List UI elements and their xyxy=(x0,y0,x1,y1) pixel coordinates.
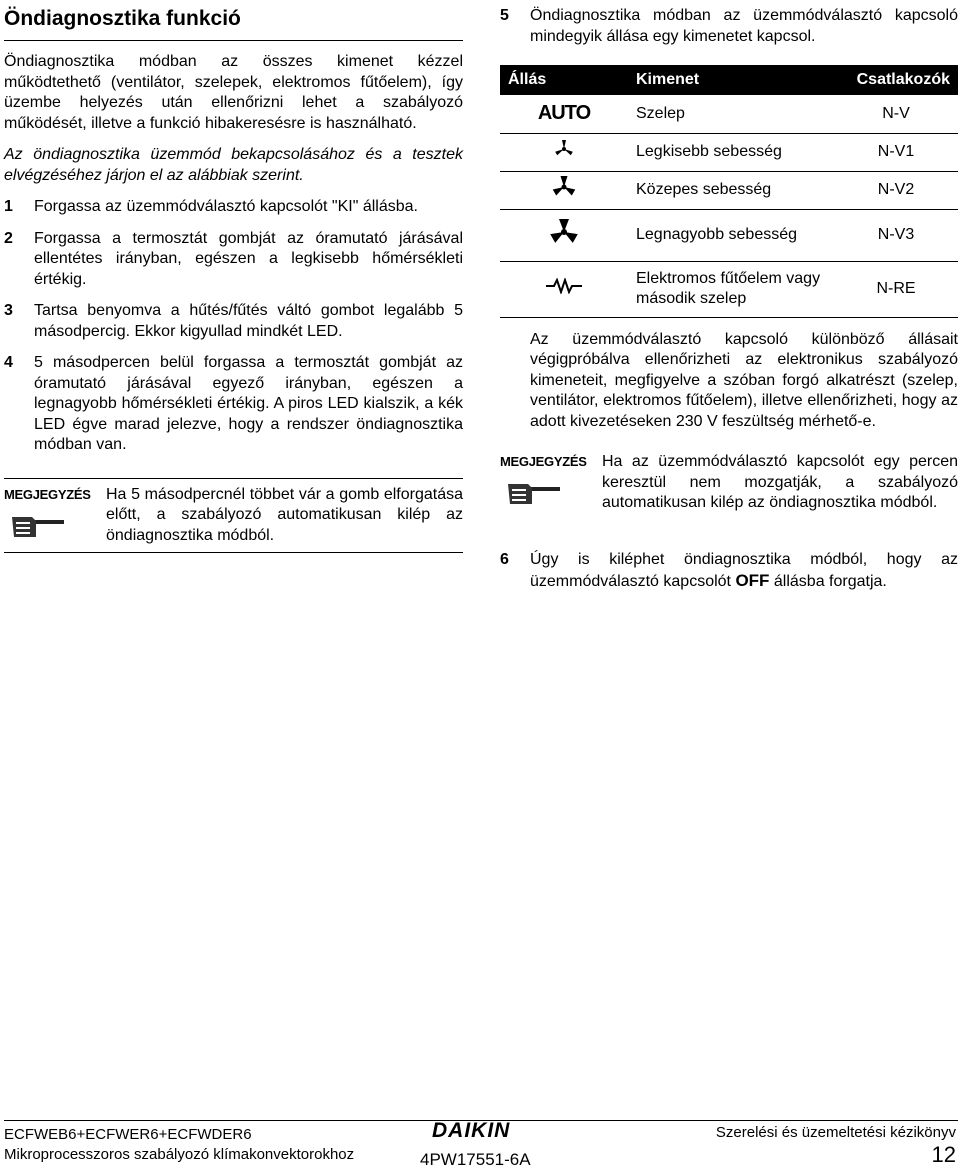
note-label: MEGJEGYZÉS xyxy=(4,486,91,502)
fan-small-icon xyxy=(551,147,577,164)
column-header-output: Kimenet xyxy=(628,65,834,95)
step-text: Tartsa benyomva a hűtés/fűtés váltó gombot legalább 5 másodpercig. Ekkor kigyullad mindkét LED. xyxy=(34,302,463,340)
step-5 xyxy=(500,6,958,47)
note-box xyxy=(500,446,958,542)
connector-cell: N-V xyxy=(834,95,958,133)
position-cell xyxy=(500,261,628,317)
table-row xyxy=(500,171,958,209)
right-column xyxy=(500,0,958,592)
position-cell xyxy=(500,133,628,171)
step-number: 3 xyxy=(4,302,13,319)
note-box xyxy=(4,478,463,554)
step-text: Úgy is kiléphet öndiagnosztika módból, hogy az üzemmódválasztó kapcsolót xyxy=(530,551,958,590)
connector-cell: N-V3 xyxy=(834,209,958,261)
step-text: Forgassa az üzemmódválasztó kapcsolót "KI" állásba. xyxy=(34,198,418,215)
step-number: 6 xyxy=(500,551,509,568)
step-4 xyxy=(4,353,463,456)
step-text: Forgassa a termosztát gombját az óramutató járásával ellentétes irányban, egészen a legkisebb hőmérsékleti értékig. xyxy=(34,229,463,288)
output-cell: Elektromos fűtőelem vagy második szelep xyxy=(628,261,834,317)
fan-large-icon xyxy=(547,234,581,251)
auto-position-label: AUTO xyxy=(537,101,591,124)
step-text: állásba forgatja. xyxy=(773,572,887,590)
connector-cell: N-RE xyxy=(834,261,958,317)
intro-paragraph: Öndiagnosztika módban az összes kimenet kézzel működtethető (ventilátor, szelepek, elektromos fűtőelem), így üzembe helyezés után ellenőrizni lehet a szabályozó működését, illetve a funkció hibakeresésre is használható. xyxy=(4,53,463,132)
step-number: 5 xyxy=(500,7,509,24)
table-row xyxy=(500,261,958,317)
step-1 xyxy=(4,197,463,218)
step-2 xyxy=(4,229,463,291)
step-text: Öndiagnosztika módban az üzemmódválasztó kapcsoló mindegyik állása egy kimenetet kapcsol. xyxy=(530,7,958,45)
table-header-row xyxy=(500,65,958,95)
fan-medium-icon xyxy=(549,187,579,204)
output-cell: Legkisebb sebesség xyxy=(628,133,834,171)
connector-cell: N-V2 xyxy=(834,171,958,209)
switch-output-table xyxy=(500,65,958,318)
column-header-connectors: Csatlakozók xyxy=(834,65,958,95)
footer-subtitle: Mikroprocesszoros szabályozó klímakonvektorokhoz xyxy=(4,1146,355,1163)
section-title: Öndiagnosztika funkció xyxy=(4,6,463,41)
footer-doc-code: 4PW17551-6A xyxy=(420,1150,531,1169)
step-number: 2 xyxy=(4,229,13,247)
left-column xyxy=(4,0,463,553)
after-table-text: Az üzemmódválasztó kapcsoló különböző állásait végigpróbálva ellenőrizheti az elektronikus szabályozó kimeneteit, megfigyelve a szóban forgó alkatrészt (szelep, ventilátor, elektromos fűtőelem), illetve ellenőrizheti, hogy az adott kivezetéseken 230 V feszültség mérhető-e. xyxy=(530,330,958,430)
after-table-paragraph xyxy=(500,330,958,433)
position-cell xyxy=(500,171,628,209)
off-position-label: OFF xyxy=(735,570,770,590)
instruction-intro: Az öndiagnosztika üzemmód bekapcsolásához és a tesztek elvégzéséhez járjon el az alábbiak szerint. xyxy=(4,146,463,184)
note-text: Ha az üzemmódválasztó kapcsolót egy percen keresztül nem mozgatják, a szabályozó automatikusan kilép az öndiagnosztika módból. xyxy=(602,453,958,511)
connector-cell: N-V1 xyxy=(834,133,958,171)
pointing-hand-icon xyxy=(8,509,66,548)
brand-logo: DAIKIN xyxy=(432,1119,511,1142)
step-number: 1 xyxy=(4,198,13,215)
output-cell: Legnagyobb sebesség xyxy=(628,209,834,261)
footer-manual-title: Szerelési és üzemeltetési kézikönyv xyxy=(715,1124,956,1141)
position-cell xyxy=(500,209,628,261)
table-row xyxy=(500,209,958,261)
output-cell: Szelep xyxy=(628,95,834,133)
pointing-hand-icon xyxy=(504,476,562,515)
step-text: 5 másodpercen belül forgassa a termosztát gombját az óramutató járásával egyező irányban, egészen a legnagyobb hőmérsékleti értékig. A piros LED kialszik, a kék LED égve marad jelezve, hogy a rendszer öndiagnosztika módban van. xyxy=(34,354,463,453)
page-number: 12 xyxy=(931,1142,956,1167)
heater-icon xyxy=(544,281,584,298)
step-6 xyxy=(500,550,958,592)
step-3 xyxy=(4,301,463,342)
note-text: Ha 5 másodpercnél többet vár a gomb elforgatása előtt, a szabályozó automatikusan kilép az öndiagnosztika módból. xyxy=(106,485,463,544)
output-cell: Közepes sebesség xyxy=(628,171,834,209)
footer-model: ECFWEB6+ECFWER6+ECFWDER6 xyxy=(4,1126,252,1143)
position-cell xyxy=(500,95,628,133)
table-row xyxy=(500,95,958,133)
column-header-position: Állás xyxy=(500,65,628,95)
note-label: MEGJEGYZÉS xyxy=(500,454,587,469)
step-number: 4 xyxy=(4,354,13,371)
table-row xyxy=(500,133,958,171)
